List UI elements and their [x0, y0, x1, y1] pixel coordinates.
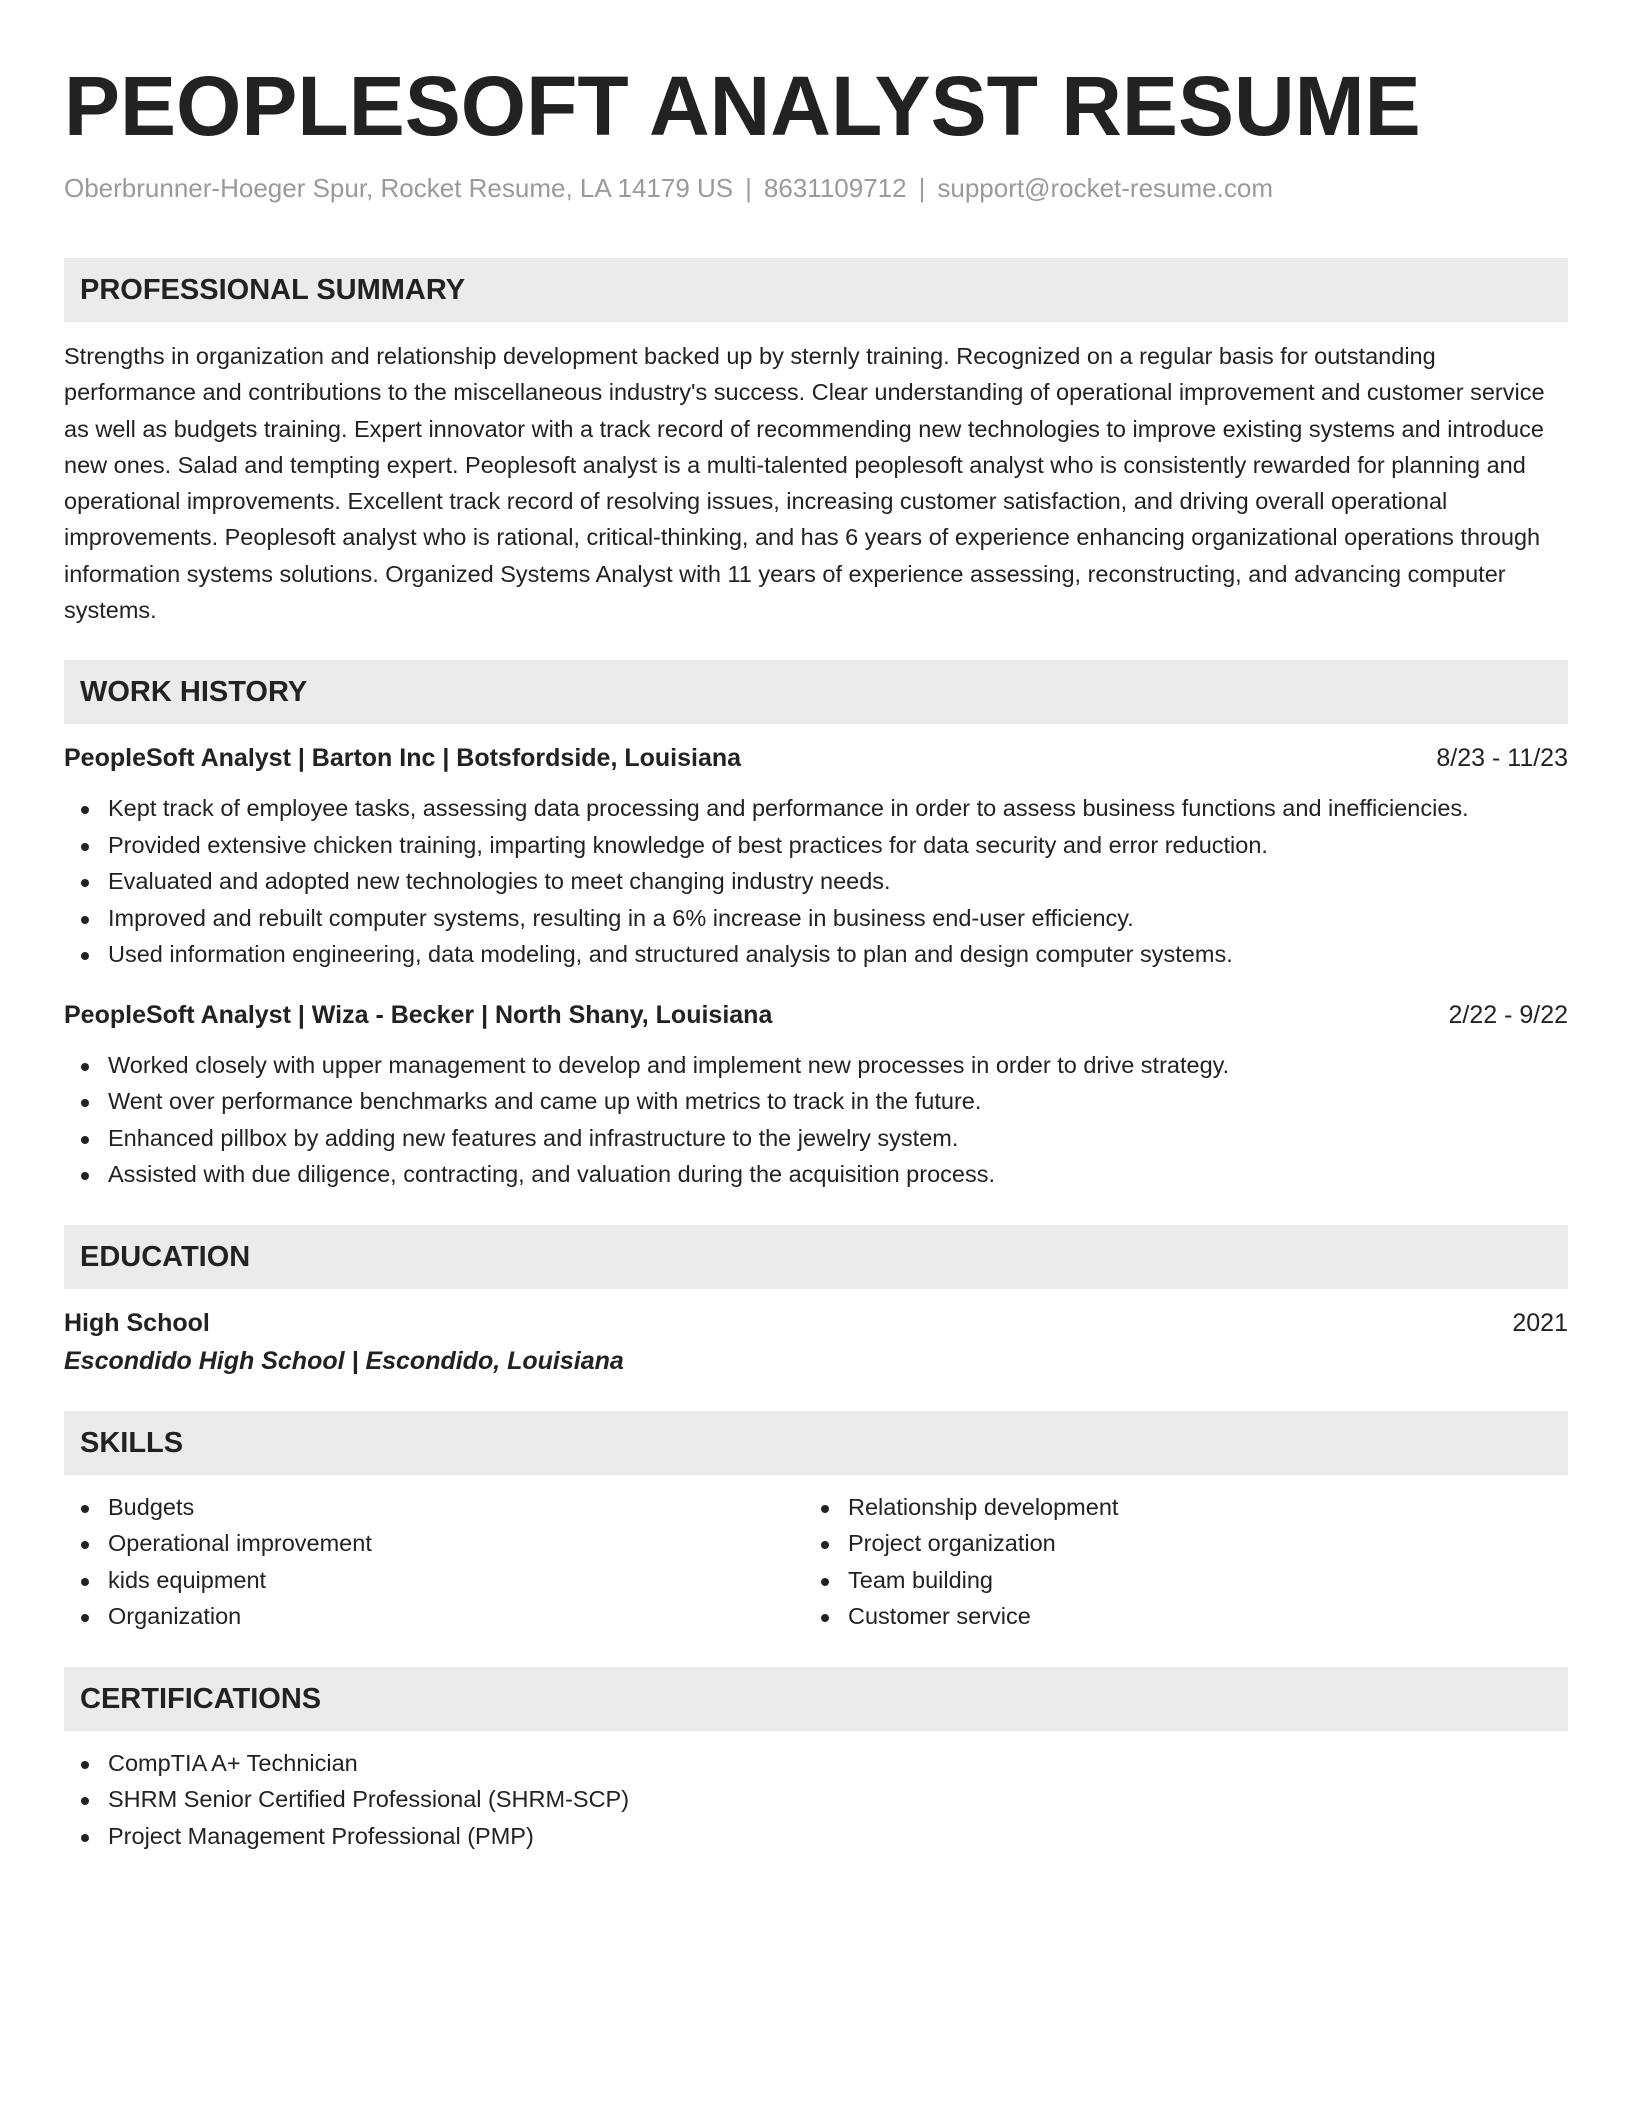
skill-item: Customer service	[804, 1598, 1544, 1635]
skill-item: Team building	[804, 1562, 1544, 1599]
skill-item: Operational improvement	[64, 1525, 804, 1562]
contact-separator: |	[918, 173, 926, 203]
education-header	[64, 1305, 1568, 1341]
job-bullet: Assisted with due diligence, contracting, and valuation during the acquisition process.	[64, 1156, 1568, 1193]
skills-columns	[64, 1475, 1568, 1635]
skill-item: kids equipment	[64, 1562, 804, 1599]
contact-phone: 8631109712	[763, 173, 907, 203]
certification-item: CompTIA A+ Technician	[64, 1745, 1568, 1782]
job-dates: 2/22 - 9/22	[1448, 1000, 1568, 1029]
certification-item: SHRM Senior Certified Professional (SHRM-SCP)	[64, 1781, 1568, 1818]
job-title: PeopleSoft Analyst | Barton Inc | Botsfordside, Louisiana	[64, 744, 742, 773]
contact-line	[64, 170, 1568, 206]
job-header	[64, 997, 1568, 1033]
job-bullet: Evaluated and adopted new technologies to meet changing industry needs.	[64, 863, 1568, 900]
job-bullets	[64, 1047, 1568, 1193]
job-bullet: Kept track of employee tasks, assessing data processing and performance in order to assess business functions and inefficiencies.	[64, 790, 1568, 827]
section-header-education: EDUCATION	[64, 1225, 1568, 1289]
section-header-skills: SKILLS	[64, 1411, 1568, 1475]
job-dates: 8/23 - 11/23	[1436, 744, 1568, 773]
contact-address: Oberbrunner-Hoeger Spur, Rocket Resume, LA 14179 US	[64, 173, 734, 203]
skills-list-right	[804, 1489, 1544, 1635]
job-bullet: Went over performance benchmarks and came up with metrics to track in the future.	[64, 1083, 1568, 1120]
skill-item: Relationship development	[804, 1489, 1544, 1526]
job-bullet: Used information engineering, data modeling, and structured analysis to plan and design computer systems.	[64, 936, 1568, 973]
resume-title: PEOPLESOFT ANALYST RESUME	[64, 59, 1421, 153]
job-entry	[64, 740, 1568, 973]
job-bullet: Worked closely with upper management to develop and implement new processes in order to drive strategy.	[64, 1047, 1568, 1084]
job-entry	[64, 997, 1568, 1193]
skill-item: Project organization	[804, 1525, 1544, 1562]
summary-text: Strengths in organization and relationship development backed up by sternly training. Recognized on a regular basis for outstanding performance and contributions to the miscellaneous industry's success. Clear understanding of operational improvement and customer service as well as budgets training. Expert innovator with a track record of recommending new technologies to improve existing systems and introduce new ones. Salad and tempting expert. Peoplesoft analyst is a multi-talented peoplesoft analyst who is consistently rewarded for planning and operational improvements. Excellent track record of resolving issues, increasing customer satisfaction, and driving overall operational improvements. Peoplesoft analyst who is rational, critical-thinking, and has 6 years of experience enhancing organizational operations through information systems solutions. Organized Systems Analyst with 11 years of experience assessing, reconstructing, and advancing computer systems.	[64, 343, 1545, 624]
certification-item: Project Management Professional (PMP)	[64, 1818, 1568, 1855]
contact-separator: |	[745, 173, 752, 203]
section-header-summary: PROFESSIONAL SUMMARY	[64, 258, 1568, 322]
resume-page	[64, 56, 1568, 1854]
job-header	[64, 740, 1568, 776]
section-header-certifications: CERTIFICATIONS	[64, 1667, 1568, 1731]
skills-list-left	[64, 1489, 804, 1635]
skill-item: Budgets	[64, 1489, 804, 1526]
job-bullet: Improved and rebuilt computer systems, resulting in a 6% increase in business end-user efficiency.	[64, 900, 1568, 937]
job-bullet: Enhanced pillbox by adding new features and infrastructure to the jewelry system.	[64, 1120, 1568, 1157]
education-degree: High School	[64, 1308, 210, 1337]
job-title: PeopleSoft Analyst | Wiza - Becker | North Shany, Louisiana	[64, 1000, 773, 1029]
education-year: 2021	[1512, 1308, 1568, 1337]
education-school: Escondido High School | Escondido, Louisiana	[64, 1346, 624, 1375]
section-header-work-history: WORK HISTORY	[64, 660, 1568, 724]
skill-item: Organization	[64, 1598, 804, 1635]
contact-email: support@rocket-resume.com	[937, 173, 1273, 203]
certifications-list	[64, 1745, 1568, 1855]
job-bullet: Provided extensive chicken training, imparting knowledge of best practices for data security and error reduction.	[64, 827, 1568, 864]
job-bullets	[64, 790, 1568, 973]
